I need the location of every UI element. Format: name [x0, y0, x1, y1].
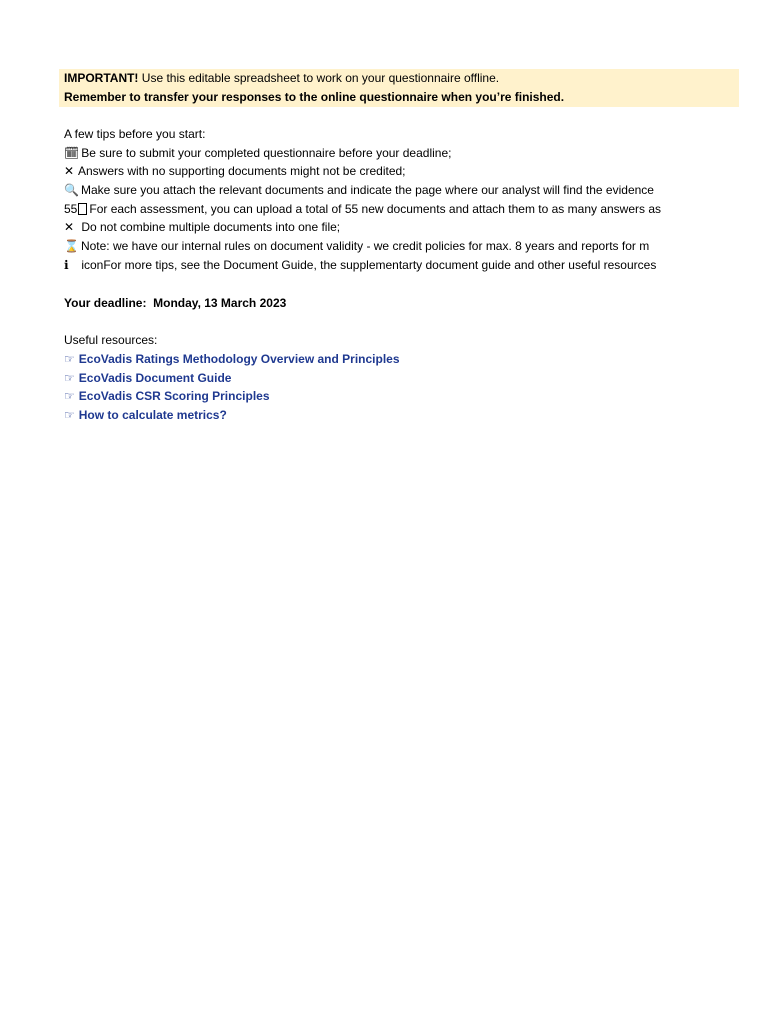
important-line-1-text: Use this editable spreadsheet to work on your questionnaire offline. — [138, 71, 500, 85]
number-55-icon: 55 — [64, 200, 87, 218]
pointing-hand-icon: ☞ — [64, 371, 75, 385]
tip-text: Note: we have our internal rules on document validity - we credit policies for max. 8 years and reports for m — [80, 239, 650, 253]
tip-text: Answers with no supporting documents might not be credited; — [78, 164, 406, 178]
deadline-row — [64, 294, 678, 312]
resource-item — [64, 350, 678, 368]
cross-icon: ✕ — [64, 164, 75, 178]
cross-icon: ✕ — [64, 220, 75, 234]
deadline-label: Your deadline: — [64, 296, 147, 310]
link-csr-scoring-principles[interactable]: EcoVadis CSR Scoring Principles — [78, 389, 270, 403]
pointing-hand-icon: ☞ — [64, 352, 75, 366]
hourglass-icon: ⌛ — [64, 239, 79, 253]
tip-text: Make sure you attach the relevant documents and indicate the page where our analyst will find the evidence — [80, 183, 654, 197]
tip-item-upload-limit — [64, 200, 678, 218]
tip-item-more-tips — [64, 256, 678, 274]
tip-item-deadline — [64, 144, 678, 162]
pointing-hand-icon: ☞ — [64, 389, 75, 403]
tip-text: Be sure to submit your completed questionnaire before your deadline; — [81, 146, 452, 160]
tip-text: For each assessment, you can upload a total of 55 new documents and attach them to as many answers as — [89, 202, 662, 216]
tip-text: iconFor more tips, see the Document Guide, the supplementarty document guide and other useful resources — [78, 258, 657, 272]
link-ratings-methodology[interactable]: EcoVadis Ratings Methodology Overview and Principles — [78, 352, 400, 366]
tips-heading: A few tips before you start: — [64, 127, 206, 141]
calendar-icon: 🗓 — [64, 146, 80, 160]
deadline-value: Monday, 13 March 2023 — [153, 296, 287, 310]
resource-item — [64, 387, 678, 405]
resource-item — [64, 369, 678, 387]
important-label: IMPORTANT! — [64, 71, 139, 85]
important-line-2: Remember to transfer your responses to the online questionnaire when you’re finished. — [64, 90, 565, 104]
info-icon: ℹ — [64, 258, 69, 272]
link-document-guide[interactable]: EcoVadis Document Guide — [78, 371, 232, 385]
tip-item-attach-docs — [64, 181, 678, 199]
important-line-1 — [64, 69, 678, 87]
tip-text: Do not combine multiple documents into one file; — [78, 220, 341, 234]
resource-item — [64, 406, 678, 424]
link-calculate-metrics[interactable]: How to calculate metrics? — [78, 408, 227, 422]
tip-item-validity — [64, 237, 678, 255]
pointing-hand-icon: ☞ — [64, 408, 75, 422]
tip-item-combine-docs — [64, 218, 678, 236]
magnifier-icon: 🔍 — [64, 183, 79, 197]
tip-item-supporting-docs — [64, 162, 678, 180]
resources-heading: Useful resources: — [64, 333, 158, 347]
